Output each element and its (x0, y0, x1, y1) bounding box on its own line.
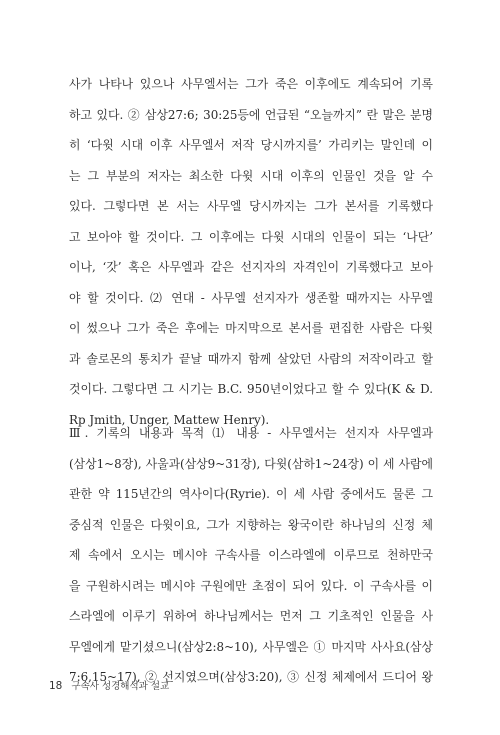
text-line: 제 속에서 오시는 메시야 구속사를 이스라엘에 이루므로 천하만국 (69, 548, 433, 562)
text-line: 이 썼으나 그가 죽은 후에는 마지막으로 본서를 편집한 사람은 다윗 (69, 321, 433, 335)
running-title: 구속사 성경해석과 설교 (71, 681, 170, 692)
text-line: 고 보아야 할 것이다. 그 이후에는 다윗 시대의 인물이 되는 ‘나단’ (69, 229, 433, 244)
text-line: 이나, ‘갓’ 혹은 사무엘과 같은 선지자의 자격인이 기록했다고 보아 (69, 260, 433, 274)
text-line: Ⅲ. 기록의 내용과 목적 ⑴ 내용 - 사무엘서는 선지자 사무엘과 (69, 426, 433, 440)
paragraph-authorship-date (69, 69, 433, 435)
text-line: 것이다. 그렇다면 그 시기는 B.C. 950년이었다고 할 수 있다(K & D. (69, 382, 433, 396)
page-number: 18 (49, 680, 63, 692)
text-line: 7:6,15~17), ② 선지였으며(삼상3:20), ③ 신정 체제에서 드디어 왕 (69, 670, 433, 684)
text-line: 야 할 것이다. ⑵ 연대 - 사무엘 선지자가 생존할 때까지는 사무엘 (69, 290, 433, 305)
paragraph-content-purpose (69, 418, 433, 693)
text-line: 있다. 그렇다면 본 서는 사무엘 당시까지는 그가 본서를 기록했다 (69, 199, 433, 213)
text-line: 을 구원하시려는 메시야 구원에만 초점이 되어 있다. 이 구속사를 이 (69, 578, 433, 593)
text-line: 히 ‘다윗 시대 이후 사무엘서 저작 당시까지를’ 가리키는 말인데 이 (69, 138, 433, 152)
text-line: 중심적 인물은 다윗이요, 그가 지향하는 왕국이란 하나님의 신정 체 (69, 517, 433, 532)
text-line: 하고 있다. ② 삼상27:6; 30:25등에 언급된 “오늘까지” 란 말은 분명 (69, 107, 433, 122)
text-line: Rp Jmith, Unger, Mattew Henry). (69, 412, 270, 427)
text-line: (삼상1~8장), 사울과(삼상9~31장), 다윗(삼하1~24장) 이 세 사람에 (69, 456, 433, 471)
text-line: 과 솔로몬의 통치가 끝날 때까지 함께 살았던 사람의 저작이라고 할 (69, 351, 433, 366)
text-line: 관한 약 115년간의 역사이다(Ryrie). 이 세 사람 중에서도 물론 그 (69, 487, 433, 501)
text-line: 스라엘에 이루기 위하여 하나님께서는 먼저 그 기초적인 인물을 사 (69, 609, 433, 623)
text-line: 는 그 부분의 저자는 최소한 다윗 시대 이후의 인물인 것을 알 수 (69, 168, 433, 183)
text-line: 무엘에게 맡기셨으니(삼상2:8~10), 사무엘은 ① 마지막 사사요(삼상 (69, 639, 433, 654)
page-footer (49, 678, 169, 692)
text-line: 사가 나타나 있으나 사무엘서는 그가 죽은 이후에도 계속되어 기록 (69, 77, 433, 91)
